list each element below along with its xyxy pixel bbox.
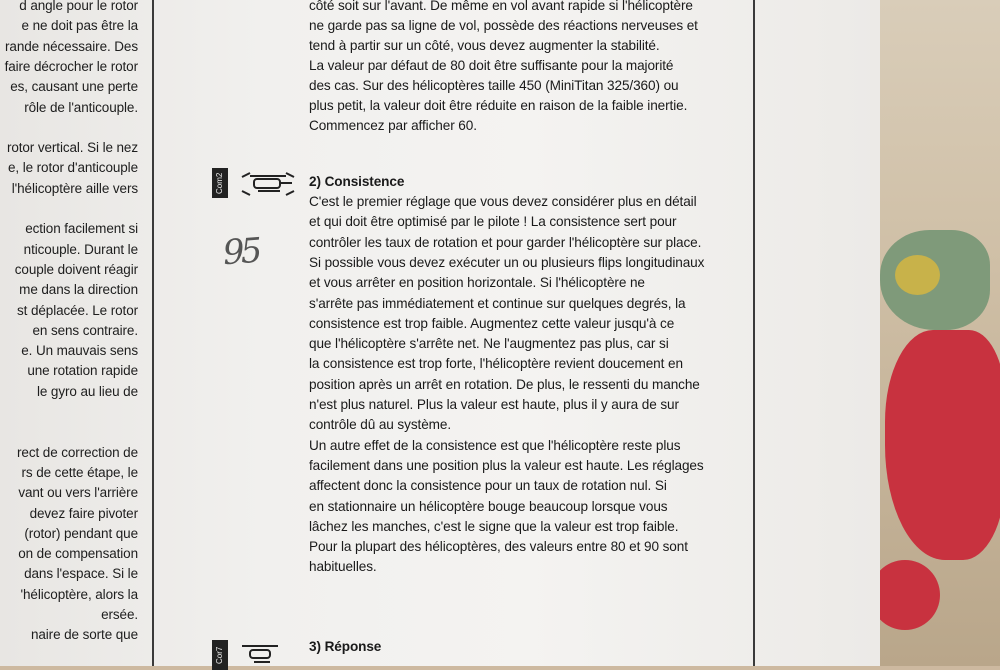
text-line: devez faire pivoter [29, 505, 138, 521]
text-line: que l'hélicoptère s'arrête net. Ne l'augmentez pas plus, car si [309, 336, 669, 352]
text-line: et qui doit être optimisé par le pilote ! La consistence sert pour [309, 214, 677, 230]
text-line: e, le rotor d'anticouple [7, 160, 138, 176]
text-line: me dans la direction [19, 282, 138, 298]
text-line: rotor vertical. Si le nez [6, 140, 138, 156]
handwritten-note: 95 [221, 230, 260, 274]
text-line: Si possible vous devez exécuter un ou plusieurs flips longitudinaux [309, 254, 705, 270]
mode-tag-icon: Com2 [212, 168, 228, 198]
section-heading: 2) Consistence [309, 174, 405, 189]
text-line: et vous arrêter en position horizontale. Si l'hélicoptère ne [309, 275, 645, 291]
left-column [0, 0, 152, 666]
text-line: affectent donc la consistence pour un taux de rotation nul. Si [309, 478, 667, 494]
text-line: contrôle dû au système. [309, 417, 452, 433]
text-line: côté soit sur l'avant. De même en vol avant rapide si l'hélicoptère [309, 0, 693, 13]
text-line: contrôler les taux de rotation et pour garder l'hélicoptère sur place. [309, 234, 702, 250]
text-line: nticouple. Durant le [23, 241, 138, 257]
column-divider [152, 0, 154, 666]
text-line: en stationnaire un hélicoptère bouge beaucoup lorsque vous [309, 498, 668, 514]
cloth-pattern [895, 255, 940, 295]
text-line: C'est le premier réglage que vous devez considérer plus en détail [309, 194, 697, 209]
text-line: on de compensation [18, 546, 138, 562]
text-line: la consistence est trop forte, l'hélicoptère revient doucement en [309, 356, 683, 372]
text-line: le gyro au lieu de [36, 383, 138, 399]
text-line: consistence est trop faible. Augmentez cette valeur jusqu'à ce [309, 315, 675, 331]
text-line: d angle pour le rotor [19, 0, 138, 13]
text-line: rande nécessaire. Des [5, 38, 138, 54]
text-line: une rotation rapide [27, 363, 138, 379]
text-line: 'hélicoptère, alors la [20, 586, 138, 602]
section-heading: 3) Réponse [309, 639, 382, 654]
text-line: Pour la plupart des hélicoptères, des valeurs entre 80 et 90 sont [309, 539, 688, 555]
text-line: des cas. Sur des hélicoptères taille 450 (MiniTitan 325/360) ou [309, 78, 679, 93]
text-line: es, causant une perte [10, 79, 138, 95]
text-line: rôle de l'anticouple. [24, 99, 138, 115]
text-line: e ne doit pas être la [21, 18, 138, 34]
text-line: position après un arrêt en rotation. De plus, le ressenti du manche [309, 376, 700, 392]
text-line: facilement dans une position plus la valeur est haute. Les réglages [309, 457, 704, 473]
text-line: rs de cette étape, le [21, 464, 138, 480]
text-line: couple doivent réagir [14, 261, 138, 277]
text-line: plus petit, la valeur doit être réduite en raison de la faible inertie. [309, 98, 688, 113]
text-line: Commencez par afficher 60. [309, 118, 477, 133]
text-line: n'est plus naturel. Plus la valeur est haute, plus il y aura de sur [309, 397, 679, 412]
text-line: habituelles. [309, 559, 377, 575]
text-line: s'arrête pas immédiatement et continue sur quelques degrés, la [309, 295, 686, 311]
text-line: en sens contraire. [32, 322, 138, 338]
text-line: ersée. [101, 607, 138, 622]
text-line: vant ou vers l'arrière [18, 485, 138, 501]
helicopter-icon [240, 171, 296, 197]
text-line: naire de sorte que [30, 627, 138, 643]
text-line: La valeur par défaut de 80 doit être suffisante pour la majorité [309, 58, 674, 73]
helicopter-icon [240, 642, 280, 666]
text-line: st déplacée. Le rotor [17, 302, 138, 318]
text-line: e. Un mauvais sens [21, 343, 138, 359]
text-line: ection facilement si [25, 221, 138, 237]
text-line: (rotor) pendant que [24, 525, 138, 541]
text-line: faire décrocher le rotor [4, 58, 138, 74]
cloth-pattern [885, 330, 1000, 560]
text-line: Un autre effet de la consistence est que l'hélicoptère reste plus [309, 437, 681, 453]
text-line: l'hélicoptère aille vers [11, 180, 138, 196]
text-line: tend à partir sur un côté, vous devez augmenter la stabilité. [309, 38, 660, 53]
mode-tag-icon: Cor7 [212, 640, 228, 670]
text-line: ne garde pas sa ligne de vol, possède des réactions nerveuses et [309, 18, 698, 33]
text-line: lâchez les manches, c'est le signe que la valeur est trop faible. [309, 518, 679, 534]
text-line: dans l'espace. Si le [24, 566, 138, 582]
cloth-pattern [870, 560, 940, 630]
text-line: rect de correction de [17, 444, 138, 460]
